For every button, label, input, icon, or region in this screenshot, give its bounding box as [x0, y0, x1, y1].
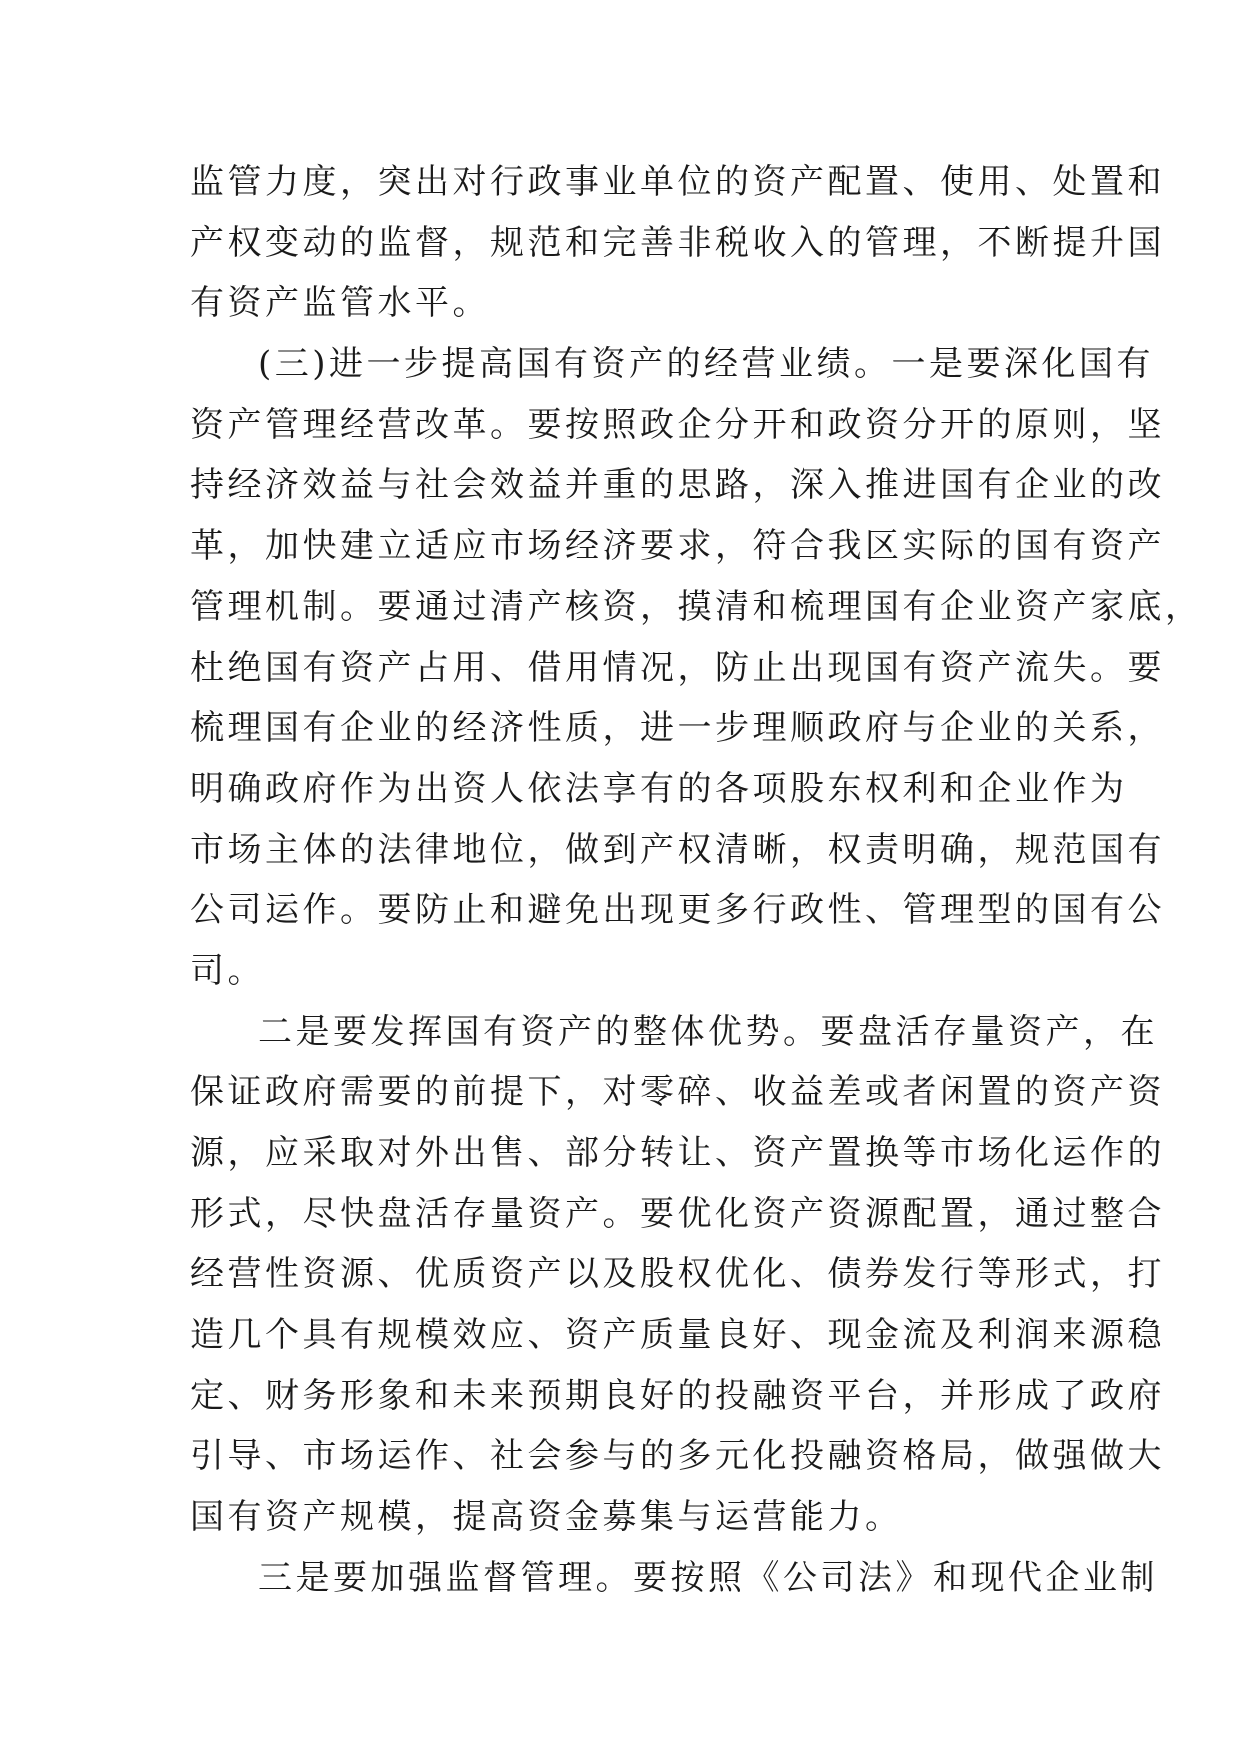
text-line: 监管力度，突出对行政事业单位的资产配置、使用、处置和 [190, 162, 1165, 202]
text-line: 国有资产规模，提高资金募集与运营能力。 [190, 1497, 903, 1538]
body-text [190, 152, 1203, 1609]
text-line: 管理机制。要通过清产核资，摸清和梳理国有企业资产家底， [190, 586, 1203, 627]
text-line: 司。 [190, 950, 265, 991]
text-line: 保证政府需要的前提下，对零碎、收益差或者闲置的资产资 [190, 1072, 1165, 1113]
text-line: 梳理国有企业的经济性质，进一步理顺政府与企业的关系， [190, 708, 1165, 749]
text-line: 形式，尽快盘活存量资产。要优化资产资源配置，通过整合 [190, 1193, 1165, 1234]
text-line: 明确政府作为出资人依法享有的各项股东权利和企业作为 [190, 768, 1128, 809]
text-line: 定、财务形象和未来预期良好的投融资平台，并形成了政府 [190, 1375, 1165, 1416]
text-line: 资产管理经营改革。要按照政企分开和政资分开的原则，坚 [190, 404, 1165, 445]
text-line: 造几个具有规模效应、资产质量良好、现金流及利润来源稳 [190, 1315, 1165, 1356]
text-line: 有资产监管水平。 [190, 283, 490, 324]
text-line: 引导、市场运作、社会参与的多元化投融资格局，做强做大 [190, 1436, 1165, 1477]
text-line: 源，应采取对外出售、部分转让、资产置换等市场化运作的 [190, 1133, 1165, 1173]
text-line: 产权变动的监督，规范和完善非税收入的管理，不断提升国 [190, 222, 1165, 263]
paragraph-start-line: 三是要加强监督管理。要按照《公司法》和现代企业制 [258, 1557, 1158, 1598]
text-line: 持经济效益与社会效益并重的思路，深入推进国有企业的改 [190, 465, 1165, 506]
text-line: 经营性资源、优质资产以及股权优化、债券发行等形式，打 [190, 1254, 1165, 1295]
paragraph-start-line: 二是要发挥国有资产的整体优势。要盘活存量资产，在 [258, 1011, 1158, 1052]
paragraph-start-line: (三)进一步提高国有资产的经营业绩。一是要深化国有 [258, 344, 1155, 385]
text-line: 市场主体的法律地位，做到产权清晰，权责明确，规范国有 [190, 829, 1165, 870]
text-line: 革，加快建立适应市场经济要求，符合我区实际的国有资产 [190, 526, 1165, 567]
text-line: 公司运作。要防止和避免出现更多行政性、管理型的国有公 [190, 890, 1165, 931]
text-line: 杜绝国有资产占用、借用情况，防止出现国有资产流失。要 [190, 647, 1165, 688]
